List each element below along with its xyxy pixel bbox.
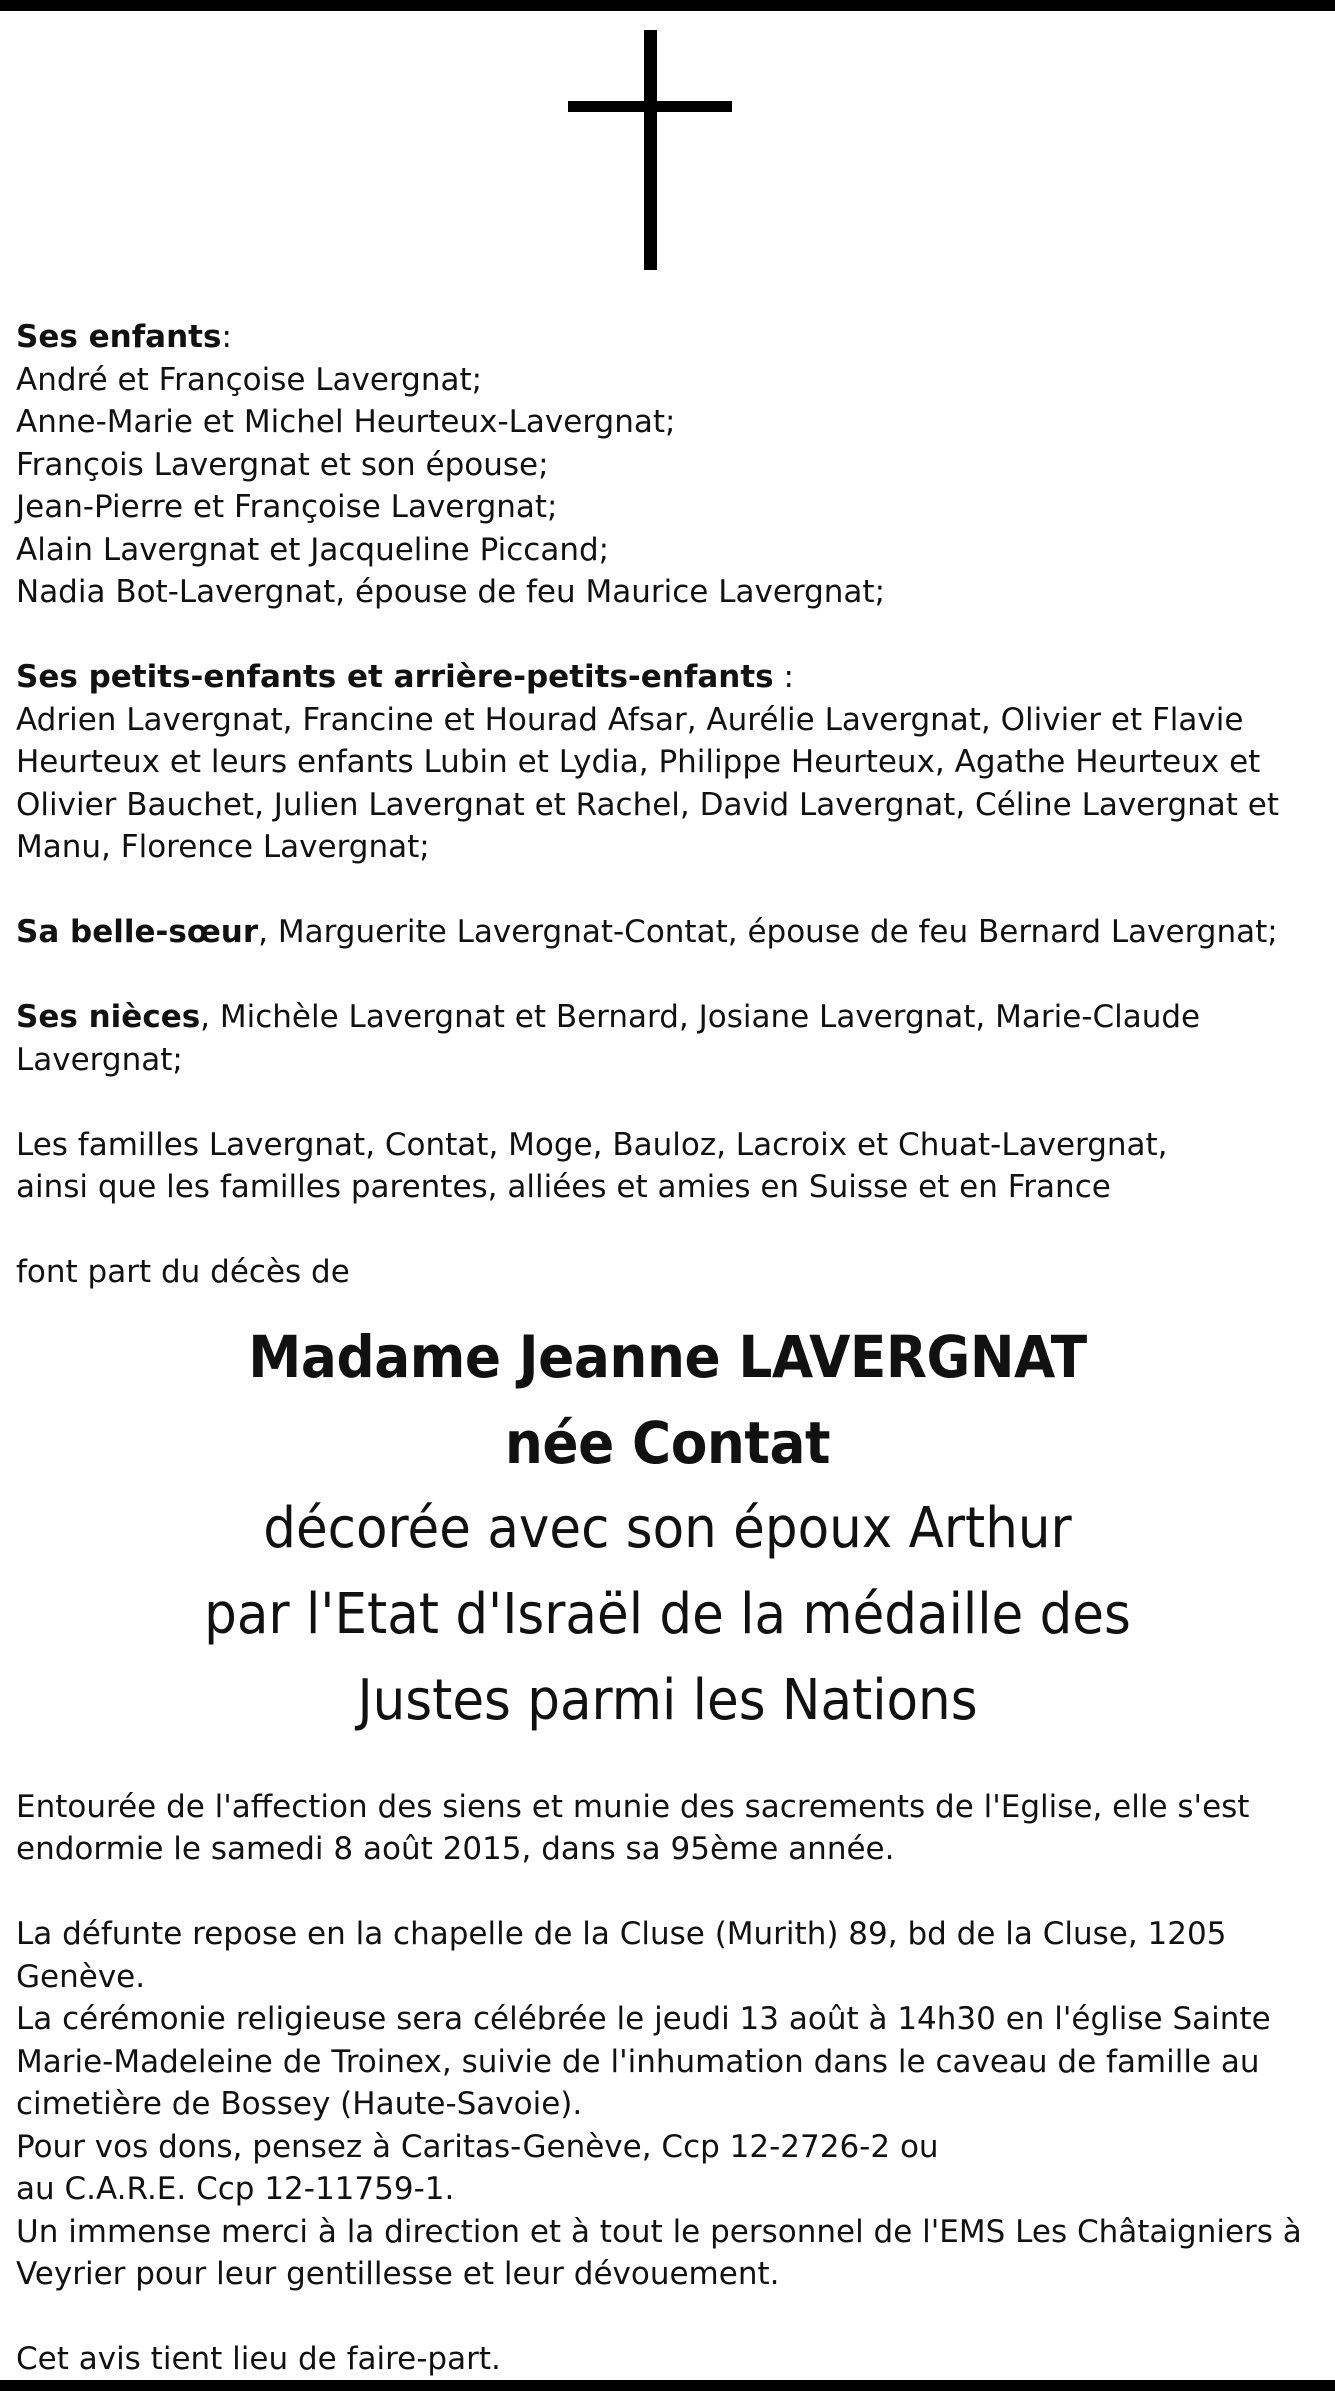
nieces-section	[16, 996, 1316, 1081]
children-line: Alain Lavergnat et Jacqueline Piccand;	[16, 531, 610, 568]
nieces-line	[16, 996, 1316, 1039]
announce-section	[16, 1251, 1316, 1294]
children-line: Nadia Bot-Lavergnat, épouse de feu Maurice Lavergnat;	[16, 574, 886, 610]
grandchildren-line: Manu, Florence Lavergnat;	[16, 829, 430, 865]
cross-horizontal-bar	[568, 101, 732, 112]
details-line: Genève.	[16, 1958, 146, 1995]
children-heading: Ses enfants	[16, 319, 222, 355]
details-line: La cérémonie religieuse sera célébrée le jeudi 13 août à 14h30 en l'église Sainte	[16, 2001, 1271, 2037]
children-heading-line	[16, 316, 1316, 359]
details-line: Veyrier pour leur gentillesse et leur dévouement.	[16, 2256, 780, 2292]
deceased-name: Madame Jeanne LAVERGNAT	[248, 1322, 1087, 1391]
grandchildren-section	[16, 656, 1316, 869]
sister-in-law-line	[16, 911, 1316, 954]
closing-section	[16, 2338, 1316, 2381]
details-line: Pour vos dons, pensez à Caritas-Genève, Ccp 12-2726-2 ou	[16, 2128, 939, 2165]
children-line: Jean-Pierre et Françoise Lavergnat;	[16, 489, 558, 525]
top-border-rule	[0, 0, 1335, 11]
death-notice-line: endormie le samedi 8 août 2015, dans sa 95ème année.	[16, 1831, 895, 1867]
nieces-text: , Michèle Lavergnat et Bernard, Josiane Lavergnat, Marie-Claude	[200, 999, 1201, 1035]
grandchildren-line: Heurteux et leurs enfants Lubin et Lydia, Philippe Heurteux, Agathe Heurteux et	[16, 744, 1261, 780]
honor-line: par l'Etat d'Israël de la médaille des	[204, 1581, 1131, 1647]
grandchildren-line: Olivier Bauchet, Julien Lavergnat et Rachel, David Lavergnat, Céline Lavergnat et	[16, 786, 1280, 823]
deceased-maiden-name: née Contat	[504, 1408, 831, 1477]
details-section	[16, 1913, 1316, 2296]
details-line: La défunte repose en la chapelle de la Cluse (Murith) 89, bd de la Cluse, 1205	[16, 1916, 1227, 1952]
grandchildren-line: Adrien Lavergnat, Francine et Hourad Afsar, Aurélie Lavergnat, Olivier et Flavie	[16, 701, 1244, 738]
details-line: au C.A.R.E. Ccp 12-11759-1.	[16, 2171, 455, 2207]
honor-line: Justes parmi les Nations	[357, 1667, 978, 1733]
bottom-border-rule	[0, 2380, 1335, 2391]
details-line: Marie-Madeleine de Troinex, suivie de l'inhumation dans le caveau de famille au	[16, 2043, 1260, 2080]
families-line: Les familles Lavergnat, Contat, Moge, Bauloz, Lacroix et Chuat-Lavergnat,	[16, 1126, 1168, 1163]
sister-in-law-text: , Marguerite Lavergnat-Contat, épouse de feu Bernard Lavergnat;	[258, 914, 1278, 950]
death-notice-line: Entourée de l'affection des siens et munie des sacrements de l'Eglise, elle s'est	[16, 1788, 1250, 1825]
nieces-heading: Ses nièces	[16, 999, 201, 1035]
children-line: François Lavergnat et son épouse;	[16, 446, 549, 483]
children-section	[16, 316, 1316, 614]
families-line: ainsi que les familles parentes, alliées et amies en Suisse et en France	[16, 1169, 1111, 1205]
cross-icon	[568, 30, 732, 270]
children-line: Anne-Marie et Michel Heurteux-Lavergnat;	[16, 404, 676, 440]
children-line: André et Françoise Lavergnat;	[16, 361, 483, 398]
sister-in-law-heading: Sa belle-sœur	[16, 914, 259, 950]
grandchildren-heading-line	[16, 656, 1316, 699]
obituary-text	[16, 316, 1316, 2381]
grandchildren-heading: Ses petits-enfants et arrière-petits-enfants	[16, 659, 774, 695]
announce-text: font part du décès de	[16, 1254, 350, 1290]
nieces-line: Lavergnat;	[16, 1041, 183, 1078]
cross-vertical-bar	[644, 30, 657, 270]
families-section	[16, 1124, 1316, 1209]
death-notice-section	[16, 1786, 1316, 1871]
honor-line: décorée avec son époux Arthur	[263, 1495, 1072, 1561]
closing-text: Cet avis tient lieu de faire-part.	[16, 2341, 501, 2377]
details-line: Un immense merci à la direction et à tout le personnel de l'EMS Les Châtaigniers à	[16, 2213, 1302, 2250]
children-heading-suffix: :	[221, 319, 232, 355]
deceased-name-block	[16, 1314, 1319, 1744]
details-line: cimetière de Bossey (Haute-Savoie).	[16, 2086, 583, 2122]
sister-in-law-section	[16, 911, 1316, 954]
grandchildren-heading-suffix: :	[773, 659, 794, 695]
